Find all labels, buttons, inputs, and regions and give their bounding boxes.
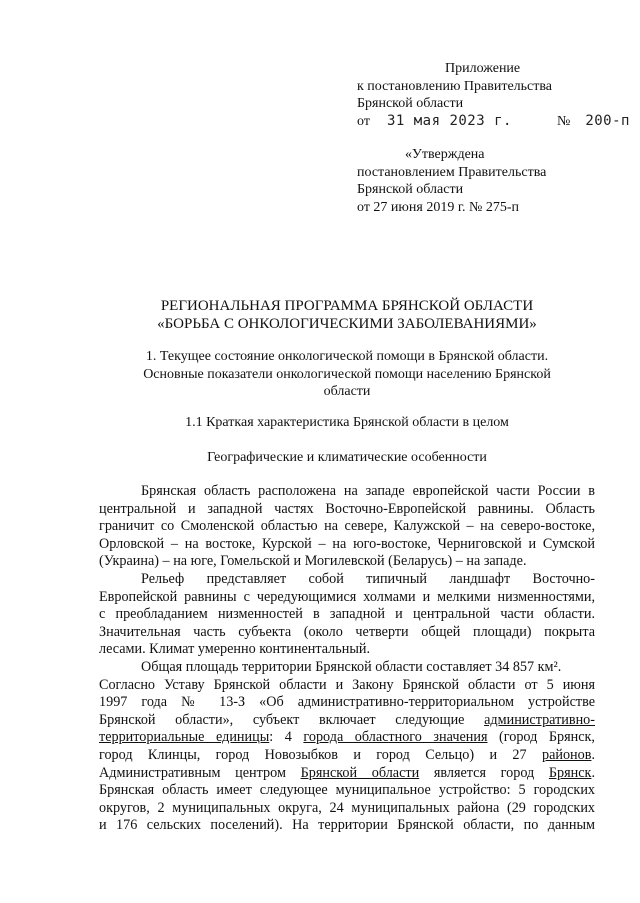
p3-line-4-text: Брянской области», субъект включает следующие (99, 711, 485, 728)
p3-line-7-underlined-1: Брянской области (300, 764, 420, 781)
p3-line-3: 1997 года № 13-З «Об административно-территориальном устройстве (99, 694, 595, 711)
p3-line-6 (99, 747, 595, 765)
handwritten-number: 200-п (585, 112, 630, 129)
p3-line-5-underlined-2: города областного значения (303, 729, 488, 746)
approval-region: Брянской области (357, 182, 464, 197)
approval-block (357, 146, 546, 216)
approval-label: «Утверждена (405, 147, 485, 162)
p3-line-4-underlined: административно- (484, 711, 595, 728)
section-heading-line-1: 1. Текущее состояние онкологической помощи в Брянской области. (145, 349, 549, 364)
p2-line-5: лесами. Климат умеренно континентальный. (99, 641, 370, 658)
p1-line-3: граничит со Смоленской областью на севере, Калужской – на северо-востоке, (99, 518, 595, 535)
p3-line-7-text-1: Административным центром (99, 764, 301, 781)
p1-line-1: Брянская область расположена на западе европейской части России в (141, 483, 595, 499)
p3-line-2: Согласно Уставу Брянской области и Закону Брянской области от 5 июня (99, 676, 595, 693)
handwritten-date: 31 мая 2023 г. (386, 112, 512, 129)
section-heading-line-2: Основные показатели онкологической помощи населению Брянской (143, 366, 551, 382)
p1-line-2: центральной и западной частях Восточно-Европейской равнины. Область (99, 500, 595, 517)
p3-line-7-end: . (591, 764, 595, 781)
appendix-region: Брянской области (357, 96, 464, 111)
p3-line-7-text-2: является город (419, 764, 549, 781)
p3-line-10: и 176 сельских поселений). На территории Брянской области, по данным (99, 817, 595, 834)
program-title-line-2: «БОРЬБА С ОНКОЛОГИЧЕСКИМИ ЗАБОЛЕВАНИЯМИ» (157, 316, 537, 332)
section-heading (100, 348, 594, 401)
appendix-block (357, 60, 630, 130)
p3-line-4 (99, 712, 595, 730)
p3-line-6-text: город Клинцы, город Новозыбков и город Сельцо) и 27 (99, 746, 542, 763)
p3-line-8: Брянская область имеет следующее муниципальное устройство: 5 городских (99, 782, 595, 799)
p3-line-5 (99, 729, 595, 747)
p3-line-9: округов, 2 муниципальных округа, 24 муниципальных района (29 городских (99, 799, 595, 816)
program-title-line-1: РЕГИОНАЛЬНАЯ ПРОГРАММА БРЯНСКОЙ ОБЛАСТИ (160, 298, 534, 314)
p2-line-3: с преобладанием низменностей в западной и центральной части области. (99, 606, 595, 623)
p3-line-5-text-1: : 4 (269, 729, 304, 746)
p3-line-1: Общая площадь территории Брянской области составляет 34 857 км². (141, 658, 562, 675)
p3-line-6-end: . (591, 746, 595, 763)
section-heading-line-3: области (323, 384, 371, 399)
approval-date: от 27 июня 2019 г. № 275-п (357, 199, 519, 215)
p1-line-4: Орловской – на востоке, Курской – на юго-востоке, Черниговской и Сумской (99, 535, 595, 552)
body-text (99, 483, 595, 835)
p3-line-7 (99, 765, 595, 783)
p2-line-1: Рельеф представляет собой типичный ландшафт Восточно- (141, 570, 595, 587)
p3-line-7-underlined-2: Брянск (548, 764, 592, 781)
appendix-resolution: к постановлению Правительства (357, 78, 553, 94)
program-title (100, 297, 594, 333)
subsection-heading: 1.1 Краткая характеристика Брянской области в целом (185, 415, 509, 430)
appendix-date-line (357, 113, 630, 131)
p2-line-2: Европейской равнины с чередующимися холмами и мелкими низменностями, (99, 588, 595, 605)
p3-line-5-underlined-1: территориальные единицы (99, 729, 270, 746)
p2-line-4: Значительная часть субъекта (около четверти общей площади) покрыта (99, 623, 595, 640)
number-prefix: № (556, 113, 571, 129)
date-prefix: от (357, 113, 370, 129)
p1-line-5: (Украина) – на юге, Гомельской и Могилевской (Беларусь) – на западе. (99, 553, 527, 570)
geo-heading: Географические и климатические особенности (207, 450, 487, 465)
appendix-label: Приложение (445, 61, 521, 76)
p3-line-6-underlined: районов (541, 746, 592, 763)
approval-resolution: постановлением Правительства (357, 164, 547, 180)
p3-line-5-text-2: (город Брянск, (487, 729, 595, 746)
